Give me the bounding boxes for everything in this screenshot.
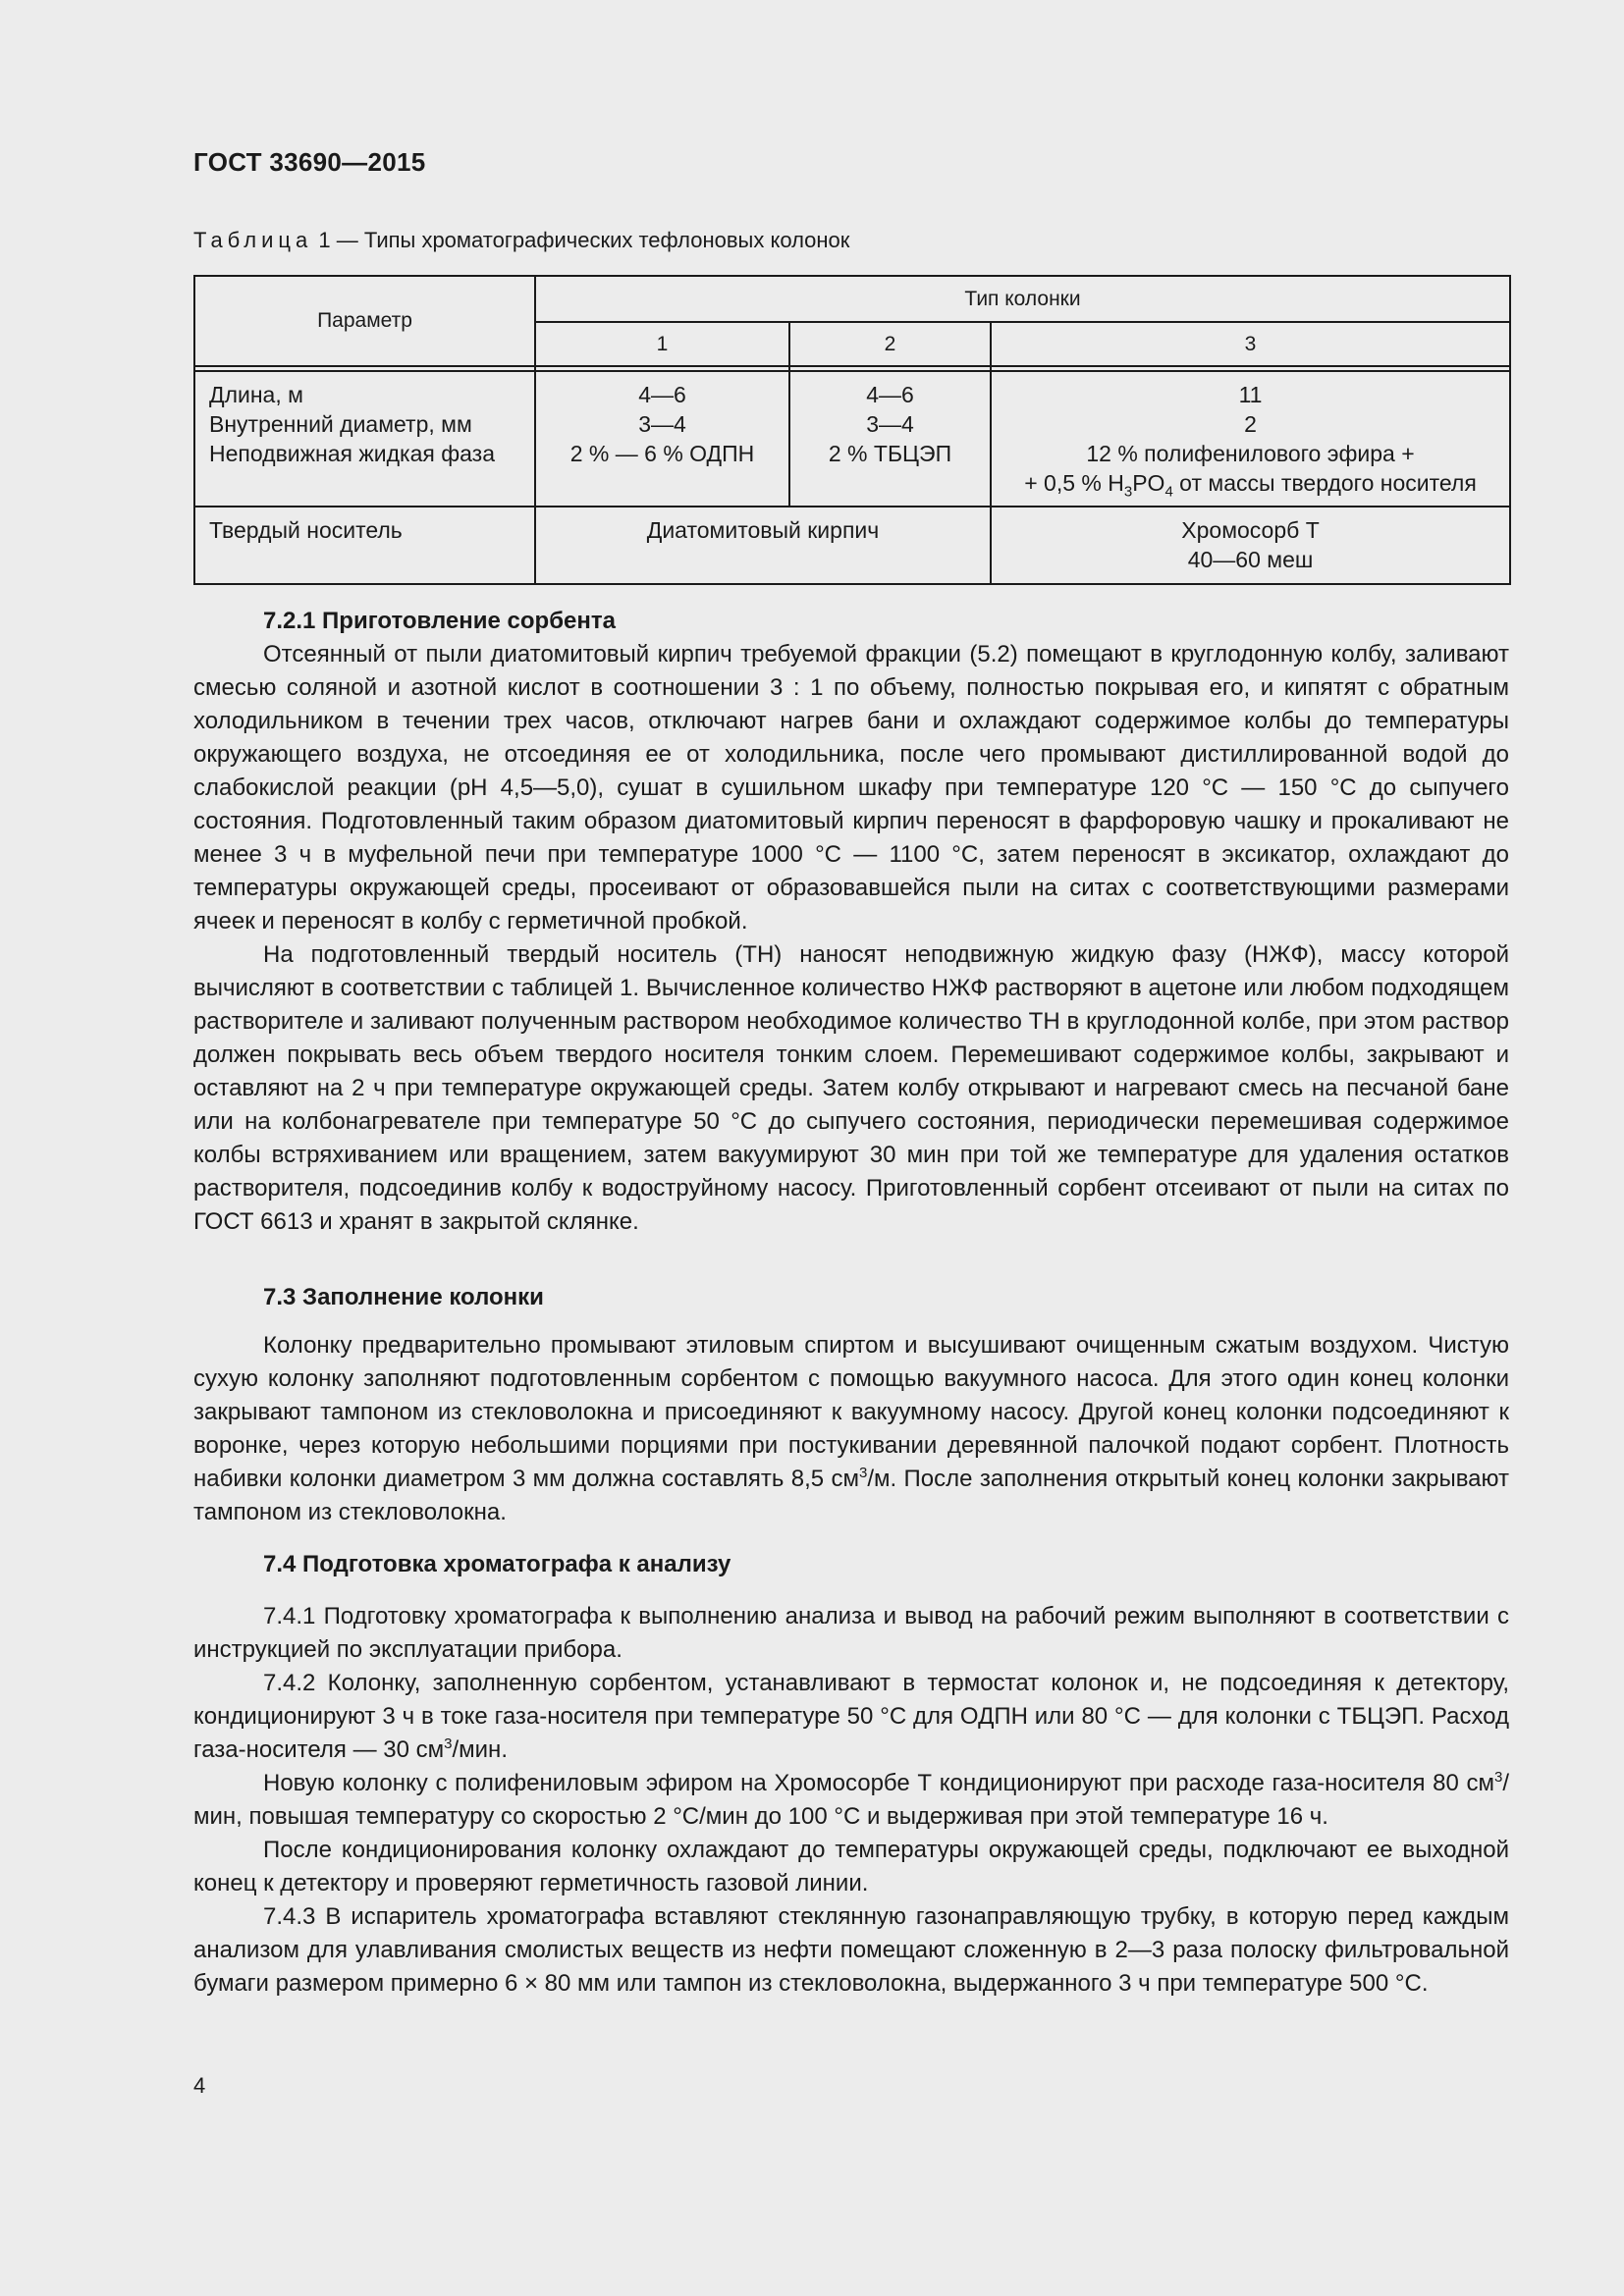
col-header-param: Параметр xyxy=(194,276,535,366)
type-1-cell xyxy=(535,371,789,507)
param-length: Длина, м xyxy=(209,382,303,407)
table-caption-label: Таблица xyxy=(193,228,313,252)
type-3-phase: 12 % полифенилового эфира + xyxy=(1086,441,1415,466)
type-2-diameter: 3—4 xyxy=(866,411,914,437)
table-row xyxy=(194,371,1510,507)
type-3-carrier xyxy=(991,507,1510,584)
paragraph: Колонку предварительно промывают этиловым спиртом и высушивают очищенным сжатым воздухом. Чистую сухую колонку заполняют подготовленным сорбентом с помощью вакуумного насоса. Для этого один конец колонки закрывают тампоном из стекловолокна и присоединяют к вакуумному насосу. Другой конец колонки подсоединяют к воронке, через которую небольшими порциями при постукивании деревянной палочкой подают сорбент. Плотность набивки колонки диаметром 3 мм должна составлять 8,5 $см^3/м$. После заполнения открытый конец колонки закрывают тампоном из стекловолокна. xyxy=(193,1332,1509,1525)
type-12-carrier: Диатомитовый кирпич xyxy=(535,507,991,584)
standard-code: ГОСТ 33690—2015 xyxy=(193,147,426,177)
col-header-group: Тип колонки xyxy=(535,276,1510,322)
table-caption-text: 1 — Типы хроматографических тефлоновых колонок xyxy=(318,228,850,252)
table-caption xyxy=(193,228,849,253)
col-header-type-1: 1 xyxy=(535,322,789,366)
param-liquid-phase: Неподвижная жидкая фаза xyxy=(209,441,496,466)
type-3-cell xyxy=(991,371,1510,507)
type-2-length: 4—6 xyxy=(866,382,914,407)
section-7-3-body xyxy=(193,1329,1509,1529)
type-1-length: 4—6 xyxy=(638,382,686,407)
type-3-length: 11 xyxy=(1238,382,1263,407)
section-7-3-title: 7.3 Заполнение колонки xyxy=(263,1284,544,1310)
type-3-diameter: 2 xyxy=(1244,411,1257,437)
type-2-phase: 2 % ТБЦЭП xyxy=(828,441,952,466)
param-cell xyxy=(194,371,535,507)
type-1-phase: 2 % — 6 % ОДПН xyxy=(569,441,755,466)
type-1-diameter: 3—4 xyxy=(638,411,686,437)
section-7-2-1-body xyxy=(193,638,1509,1239)
paragraph: 7.4.1 Подготовку хроматографа к выполнению анализа и вывод на рабочий режим выполняют в соответствии с инструкцией по эксплуатации прибора. xyxy=(193,1603,1509,1663)
paragraph: Отсеянный от пыли диатомитовый кирпич требуемой фракции (5.2) помещают в круглодонную колбу, заливают смесью соляной и азотной кислот в соотношении 3 : 1 по объему, полностью покрывая его, и кипятят с обратным холодильником в течении трех часов, отключают нагрев бани и охлаждают содержимое колбы до температуры окружающего воздуха, не отсоединяя ее от холодильника, после чего промывают дистиллированной водой до слабокислой реакции (pH 4,5—5,0), сушат в сушильном шкафу при температуре 120 °С — 150 °С до сыпучего состояния. Подготовленный таким образом диатомитовый кирпич переносят в фарфоровую чашку и прокаливают не менее 3 ч в муфельной печи при температуре 1000 °С — 1100 °С, затем переносят в эксикатор, охлаждают до температуры окружающей среды, просеивают от образовавшейся пыли на ситах с соответствующими размерами ячеек и переносят в колбу с герметичной пробкой. xyxy=(193,641,1509,934)
paragraph: 7.4.2 Колонку, заполненную сорбентом, устанавливают в термостат колонок и, не подсоединяя к детектору, кондиционируют 3 ч в токе газа-носителя при температуре 50 °С для ОДПН или 80 °С — для колонки с ТБЦЭП. Расход газа-носителя — 30 $см^3$/мин. xyxy=(193,1670,1509,1763)
paragraph: После кондиционирования колонку охлаждают до температуры окружающей среды, подключают ее выходной конец к детектору и проверяют герметичность газовой линии. xyxy=(193,1837,1509,1896)
type-3-phase-cont: + 0,5 % $H_3PO_4$ от массы твердого носителя xyxy=(1024,470,1477,501)
paragraph: Новую колонку с полифениловым эфиром на Хромосорбе Т кондиционируют при расходе газа-носителя 80 $см^3$/мин, повышая температуру со скоростью 2 °С/мин до 100 °С и выдерживая при этой температуре 16 ч. xyxy=(193,1769,1509,1830)
section-7-4-body xyxy=(193,1600,1509,2001)
col-header-type-3: 3 xyxy=(991,322,1510,366)
column-types-table xyxy=(193,275,1511,585)
paragraph: На подготовленный твердый носитель (ТН) наносят неподвижную жидкую фазу (НЖФ), массу которой вычисляют в соответствии с таблицей 1. Вычисленное количество НЖФ растворяют в ацетоне или любом подходящем растворителе и заливают полученным раствором необходимое количество ТН в круглодонной колбе, при этом раствор должен покрывать весь объем твердого носителя тонким слоем. Перемешивают содержимое колбы, закрывают и оставляют на 2 ч при температуре окружающей среды. Затем колбу открывают и нагревают смесь на песчаной бане или на колбонагревателе при температуре 50 °С до сыпучего состояния, периодически перемешивая содержимое колбы встряхиванием или вращением, затем вакуумируют 30 мин при той же температуре для удаления остатков растворителя, подсоединив колбу к водоструйному насосу. Приготовленный сорбент отсеивают от пыли на ситах по ГОСТ 6613 и хранят в закрытой склянке. xyxy=(193,941,1509,1235)
section-7-2-1-title: 7.2.1 Приготовление сорбента xyxy=(263,608,616,634)
param-carrier: Твердый носитель xyxy=(194,507,535,584)
table-row xyxy=(194,507,1510,584)
type-2-cell xyxy=(789,371,991,507)
paragraph: 7.4.3 В испаритель хроматографа вставляют стеклянную газонаправляющую трубку, в которую перед каждым анализом для улавливания смолистых веществ из нефти помещают сложенную в 2—3 раза полоску фильтровальной бумаги размером примерно 6 × 80 мм или тампон из стекловолокна, выдержанного 3 ч при температуре 500 °С. xyxy=(193,1903,1509,1997)
type-3-carrier-mesh: 40—60 меш xyxy=(1187,547,1314,572)
page-number: 4 xyxy=(193,2073,206,2098)
type-3-carrier-name: Хромосорб Т xyxy=(1181,517,1320,543)
col-header-type-2: 2 xyxy=(789,322,991,366)
section-7-4-title: 7.4 Подготовка хроматографа к анализу xyxy=(263,1551,731,1577)
param-diameter: Внутренний диаметр, мм xyxy=(209,411,472,437)
